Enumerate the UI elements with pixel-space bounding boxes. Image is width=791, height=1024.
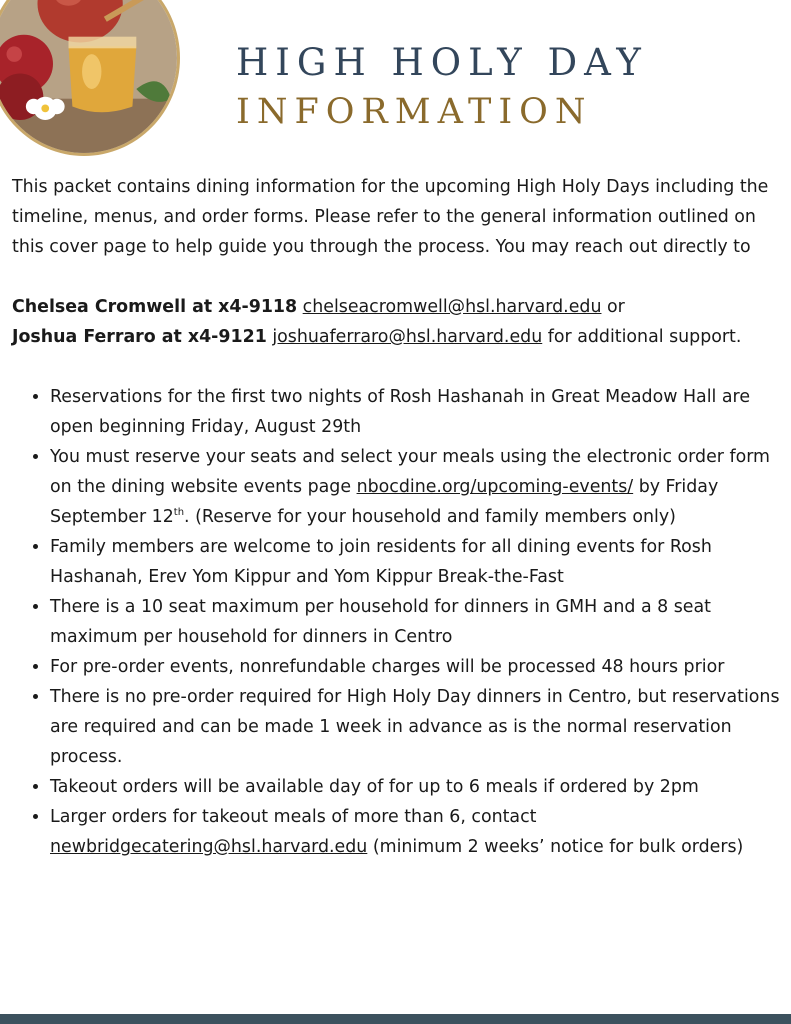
info-bullet-list: [12, 382, 784, 862]
list-item: • Takeout orders will be available day of for up to 6 meals if ordered by 2pm: [50, 772, 784, 802]
contact-list: [12, 292, 784, 352]
contact-name: Chelsea Cromwell at x4-9118: [12, 297, 298, 317]
contact-name: Joshua Ferraro at x4-9121: [12, 327, 267, 347]
list-item: • Larger orders for takeout meals of more than 6, contact newbridgecatering@hsl.harvard.edu (minimum 2 weeks’ notice for bulk orders): [50, 802, 784, 862]
contact-line: [12, 322, 784, 352]
list-item: • There is no pre-order required for High Holy Day dinners in Centro, but reservations are required and can be made 1 week in advance as is the normal reservation process.: [50, 682, 784, 772]
list-item: • For pre-order events, nonrefundable charges will be processed 48 hours prior: [50, 652, 784, 682]
intro-paragraph: This packet contains dining information for the upcoming High Holy Days including the timeline, menus, and order forms. Please refer to the general information outlined on this cover page to help guide you through the process. You may reach out directly to: [12, 177, 769, 257]
contact-email-link[interactable]: joshuaferraro@hsl.harvard.edu: [272, 327, 543, 347]
apples-honey-illustration: [0, 0, 177, 153]
title-line-2: INFORMATION: [236, 92, 593, 132]
contact-suffix: or: [607, 297, 625, 317]
title-line-1: HIGH HOLY DAY: [236, 41, 648, 84]
header-photo: [0, 0, 180, 156]
list-item: • You must reserve your seats and select your meals using the electronic order form on the dining website events page nbocdine.org/upcoming-events/ by Friday September 12th. (Reserve for your household and family members only): [50, 442, 784, 532]
main-content: [12, 172, 784, 862]
contact-line: [12, 292, 784, 322]
events-page-link[interactable]: nbocdine.org/upcoming-events/: [356, 477, 634, 497]
list-item: • Reservations for the first two nights of Rosh Hashanah in Great Meadow Hall are open beginning Friday, August 29th: [50, 382, 784, 442]
contact-suffix: for additional support.: [547, 327, 742, 347]
catering-email-link[interactable]: newbridgecatering@hsl.harvard.edu: [50, 837, 368, 857]
contact-email-link[interactable]: chelseacromwell@hsl.harvard.edu: [302, 297, 602, 317]
list-item: • Family members are welcome to join residents for all dining events for Rosh Hashanah, Erev Yom Kippur and Yom Kippur Break-the-Fast: [50, 532, 784, 592]
list-item: • There is a 10 seat maximum per household for dinners in GMH and a 8 seat maximum per household for dinners in Centro: [50, 592, 784, 652]
footer-bar: [0, 1014, 791, 1024]
